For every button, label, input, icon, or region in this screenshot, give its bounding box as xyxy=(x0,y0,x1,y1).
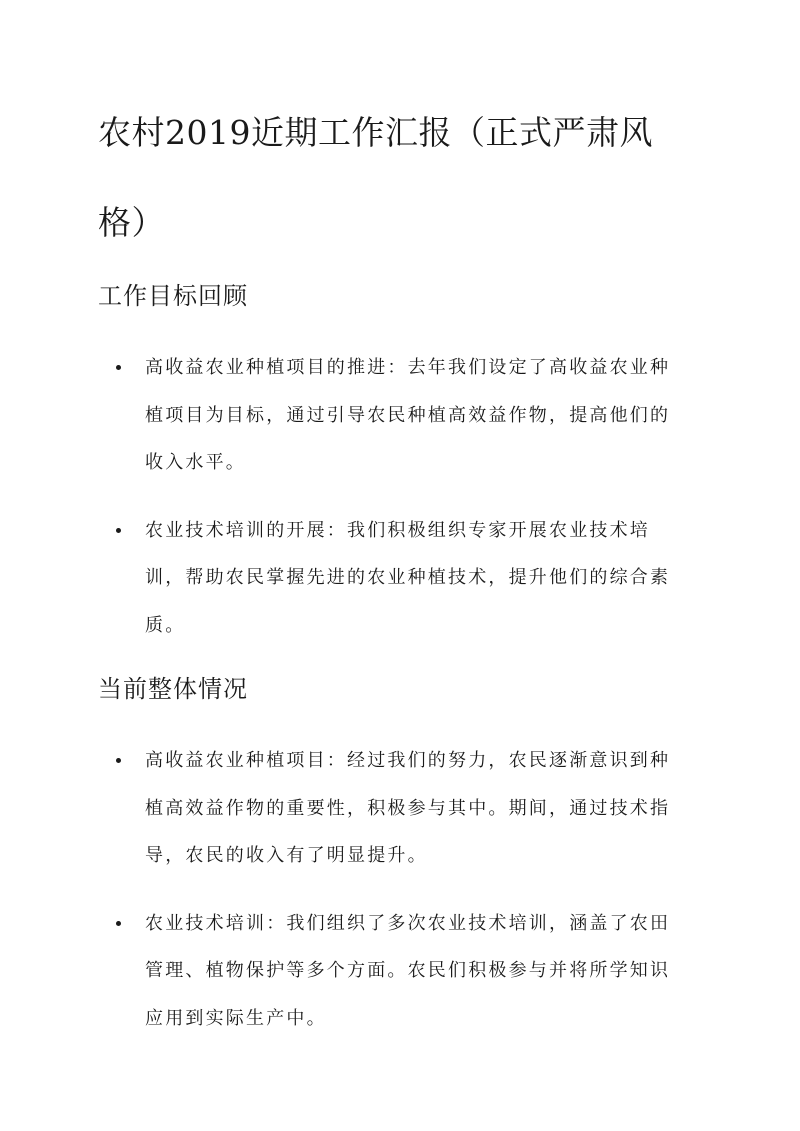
current-status-list xyxy=(0,737,800,1062)
list-item-text: 农业技术培训：我们组织了多次农业技术培训，涵盖了农田管理、植物保护等多个方面。农民们积极参与并将所学知识应用到实际生产中。 xyxy=(145,912,671,1029)
list-item xyxy=(0,507,690,650)
list-item xyxy=(0,737,690,880)
bullet-icon xyxy=(116,758,121,763)
bullet-icon xyxy=(116,921,121,926)
list-item xyxy=(0,900,690,1043)
list-item-text: 高收益农业种植项目：经过我们的努力，农民逐渐意识到种植高效益作物的重要性，积极参与其中。期间，通过技术指导，农民的收入有了明显提升。 xyxy=(145,750,671,866)
list-item xyxy=(0,344,690,487)
goals-review-list xyxy=(0,344,800,669)
bullet-icon xyxy=(116,528,121,533)
list-item-text: 高收益农业种植项目的推进：去年我们设定了高收益农业种植项目为目标，通过引导农民种植高效益作物，提高他们的收入水平。 xyxy=(145,357,671,473)
document-title: 农村2019近期工作汇报（正式严肃风格） xyxy=(98,113,653,242)
section-heading-goals-review: 工作目标回顾 xyxy=(98,282,248,310)
list-item-text: 农业技术培训的开展：我们积极组织专家开展农业技术培训，帮助农民掌握先进的农业种植技术，提升他们的综合素质。 xyxy=(145,519,671,636)
section-heading-current-status: 当前整体情况 xyxy=(98,675,248,703)
bullet-icon xyxy=(116,365,121,370)
